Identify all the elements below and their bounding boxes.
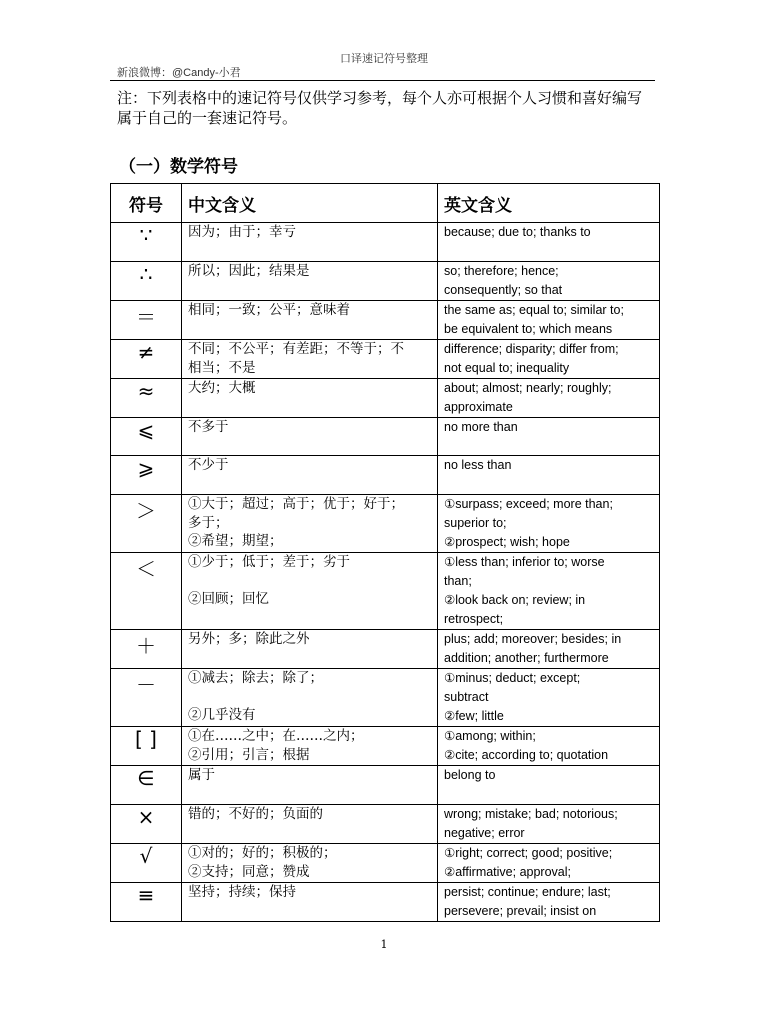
english-meaning-line: retrospect;: [444, 612, 504, 626]
chinese-meaning-cell: [182, 669, 438, 727]
table-row: [111, 301, 660, 340]
english-meaning-line: superior to;: [444, 516, 507, 530]
section-heading: （一）数学符号: [119, 157, 238, 177]
table-row: [111, 262, 660, 301]
english-meaning-cell: [438, 340, 660, 379]
english-meaning-line: ②cite; according to; quotation: [444, 748, 609, 762]
english-meaning-line: negative; error: [444, 826, 525, 840]
symbol-cell: √: [111, 844, 182, 883]
chinese-meaning-line: [188, 572, 431, 591]
chinese-meaning-cell: [182, 630, 438, 669]
english-meaning-line: so; therefore; hence;: [444, 264, 559, 278]
english-meaning-cell: [438, 630, 660, 669]
symbol-cell: ≈: [111, 379, 182, 418]
note-line-2: 属于自己的一套速记符号。: [117, 109, 298, 127]
weibo-handle: @Candy-小君: [172, 67, 241, 79]
chinese-meaning-line: 属于: [188, 767, 215, 783]
table-header-row: [111, 184, 660, 223]
header-rule: [110, 80, 655, 81]
english-meaning-line: consequently; so that: [444, 283, 563, 297]
english-meaning-cell: [438, 418, 660, 456]
english-meaning-line: be equivalent to; which means: [444, 322, 613, 336]
english-meaning-cell: [438, 669, 660, 727]
english-meaning-line: approximate: [444, 400, 513, 414]
english-meaning-cell: [438, 844, 660, 883]
symbol-cell: ⩾: [111, 456, 182, 495]
english-meaning-line: than;: [444, 574, 472, 588]
english-meaning-cell: [438, 223, 660, 262]
symbol-cell: ＝: [111, 301, 182, 340]
symbol-cell: ⩽: [111, 418, 182, 456]
table-row: [111, 844, 660, 883]
symbol-cell: ×: [111, 805, 182, 844]
symbol-table: [110, 183, 660, 922]
chinese-meaning-line: ②希望；期望；: [188, 533, 283, 549]
english-meaning-line: addition; another; furthermore: [444, 651, 609, 665]
table-row: [111, 456, 660, 495]
table-row: [111, 766, 660, 805]
chinese-meaning-line: ①大于；超过；高于；优于；好于；: [188, 496, 404, 512]
english-meaning-line: ①minus; deduct; except;: [444, 671, 581, 685]
chinese-meaning-line: ①对的；好的；积极的；: [188, 845, 337, 861]
chinese-meaning-line: ②回顾；回忆: [188, 591, 269, 607]
symbol-cell: ＞: [111, 495, 182, 553]
english-meaning-line: ①surpass; exceed; more than;: [444, 497, 613, 511]
english-meaning-line: belong to: [444, 768, 496, 782]
chinese-meaning-cell: [182, 262, 438, 301]
chinese-meaning-line: 大约；大概: [188, 380, 256, 396]
chinese-meaning-cell: [182, 223, 438, 262]
chinese-meaning-line: ①在……之中；在……之内；: [188, 728, 364, 744]
symbol-cell: ∵: [111, 223, 182, 262]
chinese-meaning-line: 多于；: [188, 514, 229, 531]
english-meaning-line: not equal to; inequality: [444, 361, 570, 375]
header-symbol: 符号: [111, 184, 182, 223]
header-english-meaning: 英文含义: [438, 184, 660, 223]
chinese-meaning-cell: [182, 495, 438, 553]
table-row: [111, 805, 660, 844]
table-row: [111, 495, 660, 553]
chinese-meaning-line: 错的；不好的；负面的: [188, 806, 323, 822]
chinese-meaning-line: 因为；由于；幸亏: [188, 224, 296, 240]
symbol-cell: ∈: [111, 766, 182, 805]
table-row: [111, 669, 660, 727]
note-line-1: 注：下列表格中的速记符号仅供学习参考，每个人亦可根据个人习惯和喜好编写: [117, 89, 643, 107]
english-meaning-line: no more than: [444, 420, 518, 434]
english-meaning-line: the same as; equal to; similar to;: [444, 303, 624, 317]
symbol-cell: ＜: [111, 553, 182, 630]
table-row: [111, 630, 660, 669]
table-row: [111, 223, 660, 262]
english-meaning-line: about; almost; nearly; roughly;: [444, 381, 612, 395]
english-meaning-line: ①right; correct; good; positive;: [444, 846, 613, 860]
note-paragraph: [117, 88, 657, 128]
table-row: [111, 418, 660, 456]
chinese-meaning-line: 不少于: [188, 457, 229, 473]
symbol-cell: ＋: [111, 630, 182, 669]
english-meaning-line: ②few; little: [444, 709, 504, 723]
english-meaning-line: ①among; within;: [444, 729, 536, 743]
chinese-meaning-line: ②引用；引言；根据: [188, 746, 310, 763]
symbol-cell: ∴: [111, 262, 182, 301]
english-meaning-line: plus; add; moreover; besides; in: [444, 632, 622, 646]
table-row: [111, 340, 660, 379]
english-meaning-cell: [438, 301, 660, 340]
english-meaning-line: ②prospect; wish; hope: [444, 535, 570, 549]
chinese-meaning-line: 所以；因此；结果是: [188, 263, 310, 279]
chinese-meaning-cell: [182, 553, 438, 630]
weibo-credit: [117, 64, 241, 80]
chinese-meaning-line: ①减去；除去；除了；: [188, 670, 323, 686]
english-meaning-cell: [438, 495, 660, 553]
chinese-meaning-cell: [182, 418, 438, 456]
chinese-meaning-line: 坚持；持续；保持: [188, 884, 296, 900]
symbol-cell: ≡: [111, 883, 182, 922]
chinese-meaning-cell: [182, 883, 438, 922]
chinese-meaning-line: ①少于；低于；差于；劣于: [188, 554, 350, 570]
symbol-cell: －: [111, 669, 182, 727]
chinese-meaning-line: 另外；多；除此之外: [188, 631, 310, 647]
english-meaning-line: ②look back on; review; in: [444, 593, 586, 607]
table-row: [111, 553, 660, 630]
chinese-meaning-cell: [182, 844, 438, 883]
chinese-meaning-cell: [182, 379, 438, 418]
english-meaning-cell: [438, 553, 660, 630]
chinese-meaning-line: 不多于: [188, 419, 229, 435]
english-meaning-cell: [438, 262, 660, 301]
chinese-meaning-cell: [182, 456, 438, 495]
chinese-meaning-cell: [182, 301, 438, 340]
chinese-meaning-line: ②几乎没有: [188, 707, 256, 723]
english-meaning-cell: [438, 766, 660, 805]
document-title: 口译速记符号整理: [340, 52, 428, 65]
chinese-meaning-line: 不同；不公平；有差距；不等于；不: [188, 341, 404, 357]
english-meaning-line: because; due to; thanks to: [444, 225, 591, 239]
english-meaning-line: persist; continue; endure; last;: [444, 885, 611, 899]
table-row: [111, 883, 660, 922]
chinese-meaning-cell: [182, 805, 438, 844]
chinese-meaning-line: 相同；一致；公平；意味着: [188, 302, 350, 318]
english-meaning-cell: [438, 456, 660, 495]
english-meaning-line: no less than: [444, 458, 512, 472]
chinese-meaning-line: 相当；不是: [188, 359, 256, 376]
weibo-label: 新浪微博：: [117, 66, 172, 79]
english-meaning-line: ①less than; inferior to; worse: [444, 555, 605, 569]
english-meaning-cell: [438, 379, 660, 418]
english-meaning-line: ②affirmative; approval;: [444, 865, 572, 879]
header-chinese-meaning: 中文含义: [182, 184, 438, 223]
chinese-meaning-line: [188, 688, 431, 707]
english-meaning-line: difference; disparity; differ from;: [444, 342, 619, 356]
symbol-cell: ≠: [111, 340, 182, 379]
chinese-meaning-line: ②支持；同意；赞成: [188, 863, 310, 880]
table-row: [111, 727, 660, 766]
page-number: 1: [380, 938, 388, 951]
symbol-cell: [ ]: [111, 727, 182, 766]
chinese-meaning-cell: [182, 727, 438, 766]
english-meaning-line: persevere; prevail; insist on: [444, 904, 597, 918]
table-row: [111, 379, 660, 418]
chinese-meaning-cell: [182, 340, 438, 379]
english-meaning-cell: [438, 883, 660, 922]
english-meaning-line: wrong; mistake; bad; notorious;: [444, 807, 618, 821]
chinese-meaning-cell: [182, 766, 438, 805]
english-meaning-line: subtract: [444, 690, 489, 704]
english-meaning-cell: [438, 805, 660, 844]
english-meaning-cell: [438, 727, 660, 766]
